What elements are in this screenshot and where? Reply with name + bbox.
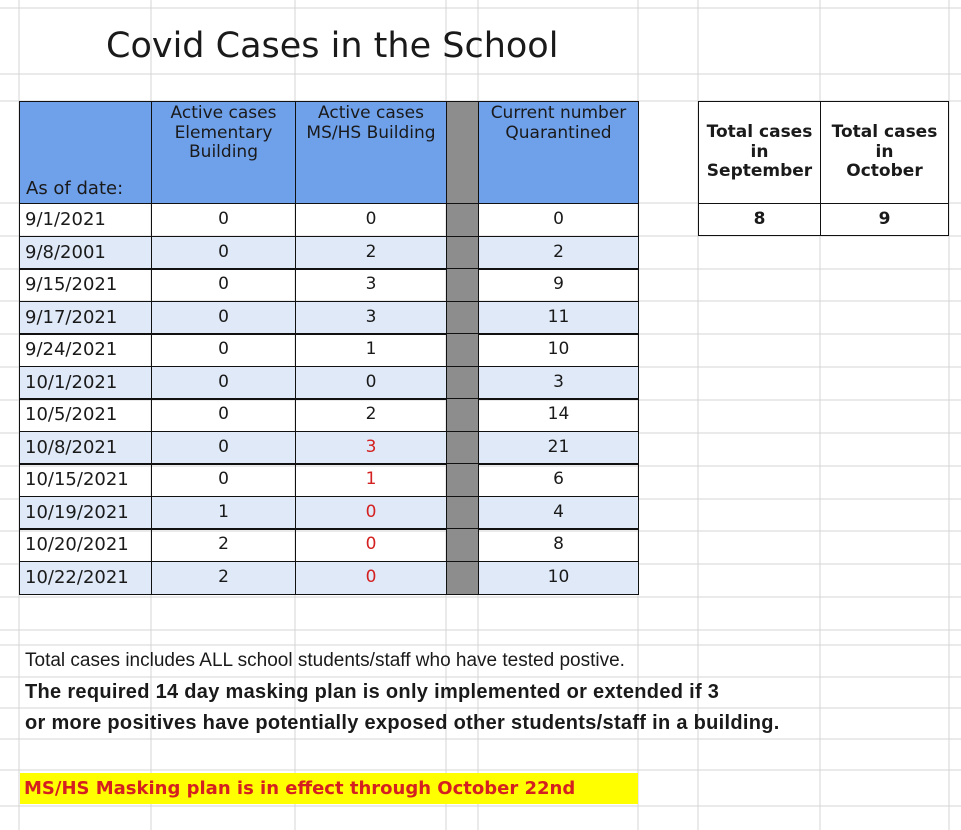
separator-column-cell: [446, 333, 479, 367]
quarantined-cell[interactable]: 11: [478, 301, 639, 335]
mshs-cases-cell[interactable]: 0: [295, 203, 447, 237]
separator-column-cell: [446, 496, 479, 530]
masking-plan-banner[interactable]: MS/HS Masking plan is in effect through October 22nd: [20, 773, 638, 804]
header-line: in: [875, 141, 894, 162]
elementary-cases-cell[interactable]: 0: [151, 268, 296, 302]
elementary-cases-cell[interactable]: 0: [151, 431, 296, 465]
date-cell[interactable]: 9/24/2021: [19, 333, 152, 367]
separator-column-cell: [446, 366, 479, 400]
date-cell[interactable]: 9/1/2021: [19, 203, 152, 237]
elementary-cases-cell[interactable]: 0: [151, 301, 296, 335]
separator-column-cell: [446, 528, 479, 562]
date-cell[interactable]: 10/15/2021: [19, 463, 152, 497]
header-total-september[interactable]: [698, 101, 821, 204]
total-september-value[interactable]: 8: [698, 203, 821, 236]
quarantined-cell[interactable]: 10: [478, 561, 639, 595]
elementary-cases-cell[interactable]: 0: [151, 398, 296, 432]
quarantined-cell[interactable]: 9: [478, 268, 639, 302]
quarantined-cell[interactable]: 6: [478, 463, 639, 497]
mshs-cases-cell[interactable]: 1: [295, 333, 447, 367]
quarantined-cell[interactable]: 14: [478, 398, 639, 432]
header-as-of-date[interactable]: As of date:: [19, 101, 152, 204]
date-cell[interactable]: 9/8/2001: [19, 236, 152, 270]
mshs-cases-cell[interactable]: 0: [295, 561, 447, 595]
mshs-cases-cell[interactable]: 3: [295, 268, 447, 302]
separator-column-cell: [446, 561, 479, 595]
header-line: Current number: [490, 103, 627, 123]
mshs-cases-cell[interactable]: 0: [295, 496, 447, 530]
quarantined-cell[interactable]: 2: [478, 236, 639, 270]
total-october-value[interactable]: 9: [820, 203, 949, 236]
mshs-cases-cell[interactable]: 2: [295, 398, 447, 432]
header-line: October: [846, 161, 923, 182]
date-cell[interactable]: 9/17/2021: [19, 301, 152, 335]
elementary-cases-cell[interactable]: 0: [151, 236, 296, 270]
header-line: in: [750, 141, 769, 162]
header-line: Active cases: [170, 103, 277, 123]
elementary-cases-cell[interactable]: 0: [151, 203, 296, 237]
quarantined-cell[interactable]: 3: [478, 366, 639, 400]
date-cell[interactable]: 10/19/2021: [19, 496, 152, 530]
date-cell[interactable]: 10/1/2021: [19, 366, 152, 400]
separator-column-cell: [446, 268, 479, 302]
separator-column-cell: [446, 398, 479, 432]
date-cell[interactable]: 10/8/2021: [19, 431, 152, 465]
sheet-title: Covid Cases in the School: [106, 26, 559, 66]
header-active-elementary[interactable]: [151, 101, 296, 204]
mshs-cases-cell[interactable]: 3: [295, 301, 447, 335]
elementary-cases-cell[interactable]: 1: [151, 496, 296, 530]
header-line: September: [706, 161, 813, 182]
mshs-cases-cell[interactable]: 3: [295, 431, 447, 465]
separator-column-cell: [446, 463, 479, 497]
header-line: Active cases: [318, 103, 424, 123]
separator-column-cell: [446, 101, 479, 204]
separator-column-cell: [446, 236, 479, 270]
separator-column-cell: [446, 301, 479, 335]
quarantined-cell[interactable]: 10: [478, 333, 639, 367]
elementary-cases-cell[interactable]: 2: [151, 561, 296, 595]
elementary-cases-cell[interactable]: 0: [151, 463, 296, 497]
header-line: Building: [189, 142, 258, 163]
quarantined-cell[interactable]: 0: [478, 203, 639, 237]
mshs-cases-cell[interactable]: 0: [295, 366, 447, 400]
separator-column-cell: [446, 203, 479, 237]
date-cell[interactable]: 9/15/2021: [19, 268, 152, 302]
header-total-october[interactable]: [820, 101, 949, 204]
header-line: Total cases: [831, 122, 938, 143]
mshs-cases-cell[interactable]: 2: [295, 236, 447, 270]
elementary-cases-cell[interactable]: 0: [151, 366, 296, 400]
note-masking-plan-line2[interactable]: or more positives have potentially exposed other students/staff in a building.: [25, 712, 780, 734]
header-line: Elementary: [174, 122, 273, 143]
elementary-cases-cell[interactable]: 0: [151, 333, 296, 367]
header-line: Total cases: [706, 122, 813, 143]
elementary-cases-cell[interactable]: 2: [151, 528, 296, 562]
mshs-cases-cell[interactable]: 0: [295, 528, 447, 562]
date-cell[interactable]: 10/22/2021: [19, 561, 152, 595]
header-line: MS/HS Building: [306, 122, 436, 143]
note-total-cases[interactable]: Total cases includes ALL school students/staff who have tested postive.: [25, 650, 625, 671]
separator-column-cell: [446, 431, 479, 465]
header-current-quarantined[interactable]: [478, 101, 639, 204]
header-active-mshs[interactable]: [295, 101, 447, 204]
note-masking-plan-line1[interactable]: The required 14 day masking plan is only implemented or extended if 3: [25, 681, 720, 703]
date-cell[interactable]: 10/20/2021: [19, 528, 152, 562]
quarantined-cell[interactable]: 21: [478, 431, 639, 465]
header-line: Quarantined: [505, 122, 612, 143]
quarantined-cell[interactable]: 8: [478, 528, 639, 562]
date-cell[interactable]: 10/5/2021: [19, 398, 152, 432]
quarantined-cell[interactable]: 4: [478, 496, 639, 530]
mshs-cases-cell[interactable]: 1: [295, 463, 447, 497]
